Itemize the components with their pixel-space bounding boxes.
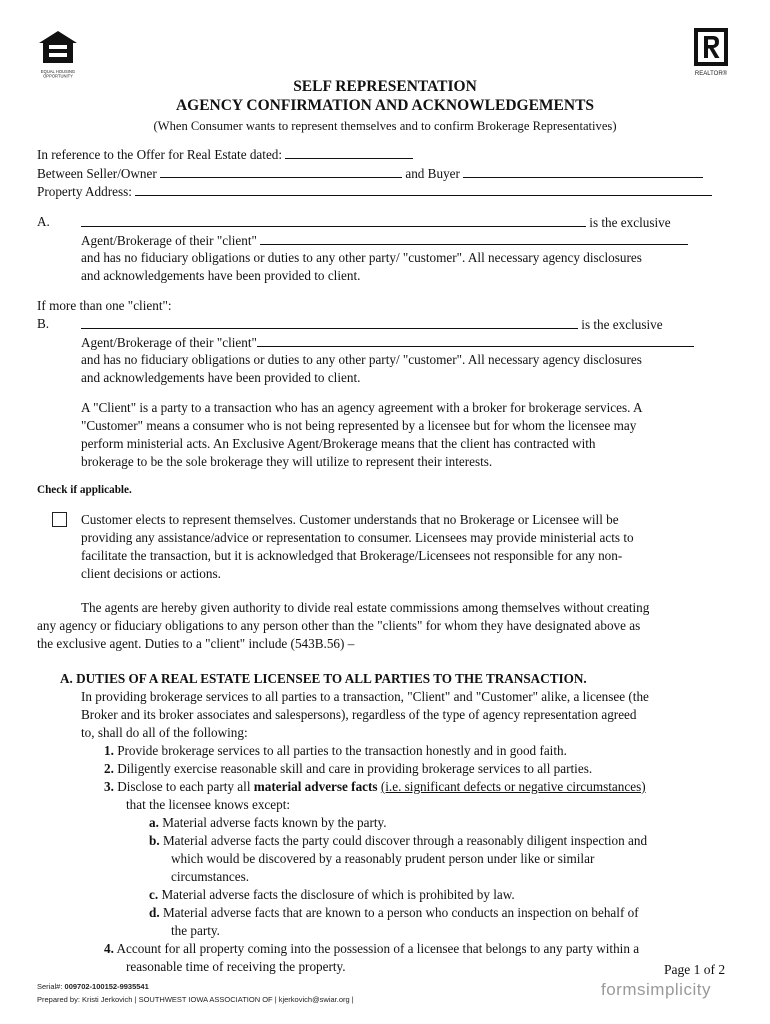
duties-heading: A. DUTIES OF A REAL ESTATE LICENSEE TO ALL PARTIES TO THE TRANSACTION. (60, 671, 587, 686)
duty-sub-b-letter: b. (149, 833, 160, 848)
duty-item-2-number: 2. (104, 761, 114, 776)
section-a-line4: and acknowledgements have been provided to client. (81, 268, 361, 283)
subtitle: (When Consumer wants to represent themselves and to confirm Brokerage Representatives) (153, 119, 617, 133)
duty-sub-d-line2: the party. (171, 923, 220, 938)
duty-item-2 (104, 760, 592, 778)
customer-elects-line: providing any assistance/advice or representation to consumer. Licensees may provide ministerial acts to (81, 530, 634, 545)
duty-item-3-underlined: (i.e. significant defects or negative circumstances) (380, 779, 646, 794)
section-b-row2 (81, 333, 694, 352)
section-b-agent-label: Agent/Brokerage of their "client" (81, 335, 257, 350)
duty-sub-c-text: Material adverse facts the disclosure of which is prohibited by law. (161, 887, 515, 902)
offer-date-label: In reference to the Offer for Real Estate dated: (37, 147, 283, 162)
customer-elects-line: client decisions or actions. (81, 566, 221, 581)
duty-sub-b (149, 832, 647, 850)
formsimplicity-brand: formsimplicity (601, 980, 711, 999)
property-label: Property Address: (37, 184, 132, 199)
section-a-line3: and has no fiduciary obligations or duties to any other party/ "customer". All necessary agency disclosures (81, 250, 642, 265)
duty-item-1 (104, 742, 567, 760)
authority-line: The agents are hereby given authority to divide real estate commissions among themselves without creating (81, 600, 650, 615)
page-number: Page 1 of 2 (664, 962, 726, 977)
duty-sub-d-letter: d. (149, 905, 160, 920)
serial-number (37, 982, 149, 991)
section-b-line4: and acknowledgements have been provided to client. (81, 370, 361, 385)
section-b-intro: If more than one "client": (37, 298, 172, 313)
property-field[interactable] (135, 182, 712, 196)
customer-elects-line: facilitate the transaction, but it is acknowledged that Brokerage/Licensees not responsible for any non- (81, 548, 623, 563)
customer-elects-checkbox[interactable] (52, 512, 67, 527)
section-b-agent-field[interactable] (81, 315, 578, 329)
seller-field[interactable] (160, 164, 402, 178)
duties-intro-line: to, shall do all of the following: (81, 725, 248, 740)
definition-line: perform ministerial acts. An Exclusive Agent/Brokerage means that the client has contracted with (81, 436, 596, 451)
customer-elects-line: Customer elects to represent themselves. Customer understands that no Brokerage or Licensee will be (81, 512, 619, 527)
duty-item-4-text: Account for all property coming into the possession of a licensee that belongs to any party within a (116, 941, 640, 956)
duty-sub-a-letter: a. (149, 815, 159, 830)
duty-item-3-bold: material adverse facts (253, 779, 378, 794)
duty-sub-c-letter: c. (149, 887, 159, 902)
authority-line: the exclusive agent. Duties to a "client" include (543B.56) – (37, 636, 355, 651)
authority-line: any agency or fiduciary obligations to any person other than the "clients" for whom they have designated above as (37, 618, 641, 633)
duty-sub-d-text: Material adverse facts that are known to a person who conducts an inspection on behalf of (162, 905, 639, 920)
duty-sub-b-line2: which would be discovered by a reasonably prudent person under like or similar (171, 851, 595, 866)
section-b-row1 (81, 315, 663, 334)
duty-item-1-text: Provide brokerage services to all parties to the transaction honestly and in good faith. (117, 743, 567, 758)
seller-label: Between Seller/Owner (37, 166, 157, 181)
parties-row (37, 164, 703, 183)
duty-item-3 (104, 778, 646, 796)
duty-sub-a-text: Material adverse facts known by the party. (162, 815, 387, 830)
duty-item-4-line2: reasonable time of receiving the property. (126, 959, 346, 974)
duty-item-3-line2: that the licensee knows except: (126, 797, 291, 812)
duty-item-2-text: Diligently exercise reasonable skill and care in providing brokerage services to all parties. (117, 761, 593, 776)
section-a-exclusive: is the exclusive (589, 215, 671, 230)
serial-value: 009702-100152-9935541 (64, 982, 149, 991)
duty-item-3-text: Disclose to each party all (117, 779, 254, 794)
duty-sub-b-text: Material adverse facts the party could discover through a reasonably diligent inspection and (162, 833, 648, 848)
definition-line: A "Client" is a party to a transaction who has an agency agreement with a broker for brokerage services. A (81, 400, 643, 415)
section-a-row2 (81, 231, 688, 250)
section-a-row1 (81, 213, 671, 232)
section-b-exclusive: is the exclusive (581, 317, 663, 332)
realtor-caption: REALTOR® (694, 71, 728, 77)
duty-item-1-number: 1. (104, 743, 114, 758)
section-b-client-field[interactable] (257, 333, 694, 347)
buyer-field[interactable] (463, 164, 703, 178)
section-a-client-field[interactable] (260, 231, 688, 245)
duty-sub-c (149, 886, 515, 904)
prepared-by: Prepared by: Kristi Jerkovich | SOUTHWEST IOWA ASSOCIATION OF | kjerkovich@swiar.org | (37, 995, 354, 1004)
section-a-agent-label: Agent/Brokerage of their "client" (81, 233, 257, 248)
duties-intro-line: In providing brokerage services to all parties to a transaction, "Client" and "Customer" alike, a licensee (the (81, 689, 649, 704)
check-applicable-label: Check if applicable. (37, 484, 132, 496)
duty-item-4 (104, 940, 639, 958)
duty-item-3-number: 3. (104, 779, 114, 794)
section-b-line3: and has no fiduciary obligations or duties to any other party/ "customer". All necessary agency disclosures (81, 352, 642, 367)
title-line-2: AGENCY CONFIRMATION AND ACKNOWLEDGEMENTS (175, 97, 595, 114)
serial-label: Serial#: (37, 982, 63, 991)
duty-sub-b-line3: circumstances. (171, 869, 249, 884)
section-a-agent-field[interactable] (81, 213, 586, 227)
duty-sub-d (149, 904, 639, 922)
equal-housing-icon (38, 30, 78, 64)
offer-date-field[interactable] (285, 145, 413, 159)
equal-housing-caption: EQUAL HOUSING OPPORTUNITY (40, 69, 76, 79)
realtor-logo (694, 28, 730, 76)
duty-sub-a (149, 814, 387, 832)
duty-item-4-number: 4. (104, 941, 114, 956)
realtor-r-icon (694, 28, 728, 66)
buyer-label: and Buyer (405, 166, 460, 181)
title-line-1: SELF REPRESENTATION (293, 78, 477, 95)
definition-line: "Customer" means a consumer who is not being represented by a licensee but for whom the licensee may (81, 418, 637, 433)
property-row (37, 182, 712, 201)
section-a-letter: A. (37, 214, 50, 229)
duties-intro-line: Broker and its broker associates and salespersons), regardless of the type of agency representation agreed (81, 707, 637, 722)
section-b-letter: B. (37, 316, 50, 331)
definition-line: brokerage to be the sole brokerage they will utilize to represent their interests. (81, 454, 493, 469)
offer-date-row (37, 145, 413, 164)
equal-housing-logo (38, 30, 78, 79)
